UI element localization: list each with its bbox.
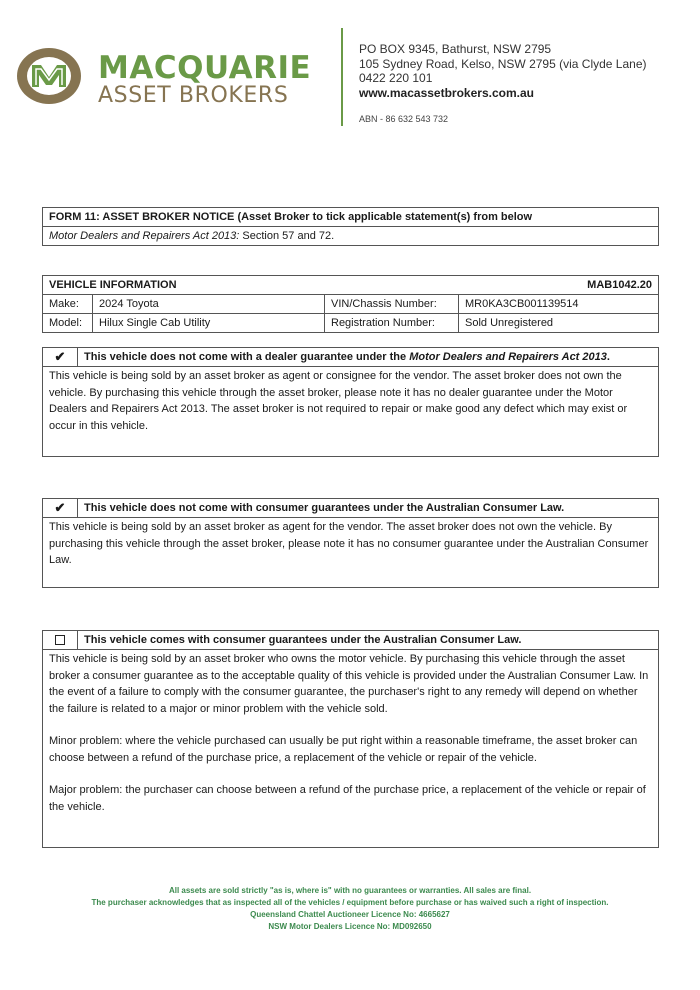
checkmark-icon: ✔ (54, 349, 66, 364)
statement-body (43, 518, 658, 570)
contact-address: 105 Sydney Road, Kelso, NSW 2795 (via Clyde Lane) (359, 56, 647, 71)
company-logo (16, 47, 82, 105)
statement-checkbox[interactable] (43, 348, 78, 366)
vin-value: MR0KA3CB001139514 (465, 298, 579, 310)
checkmark-icon: ✔ (54, 500, 66, 515)
contact-abn: ABN - 86 632 543 732 (359, 114, 449, 124)
statement-title (78, 351, 610, 363)
statement-header (43, 348, 658, 367)
empty-checkbox-icon (55, 635, 65, 645)
statement-title: This vehicle does not come with consumer guarantees under the Australian Consumer Law. (84, 502, 565, 514)
statement-header (43, 499, 658, 518)
brand-subtitle: ASSET BROKERS (98, 83, 289, 108)
make-label: Make: (43, 295, 93, 313)
statement-dealer-guarantee (42, 347, 659, 457)
brand-name: MACQUARIE (98, 50, 312, 86)
form-title-box (42, 207, 659, 246)
vin-label: VIN/Chassis Number: (325, 295, 459, 313)
footer-line-sale-terms: All assets are sold strictly "as is, where is" with no guarantees or warranties. All sales are final. (168, 886, 532, 895)
contact-phone: 0422 220 101 (359, 71, 433, 85)
footer-line-nsw-licence: NSW Motor Dealers Licence No: MD092650 (268, 922, 432, 931)
vehicle-info-table (42, 275, 659, 333)
footer-disclaimer (0, 885, 700, 933)
header-divider (341, 28, 343, 126)
vehicle-row-make (43, 295, 658, 314)
vehicle-reference: MAB1042.20 (587, 279, 652, 291)
statement-body (43, 650, 658, 816)
form-title: FORM 11: ASSET BROKER NOTICE (Asset Broker to tick applicable statement(s) from below (43, 208, 658, 227)
statement-paragraph: This vehicle is being sold by an asset broker who owns the motor vehicle. By purchasing this vehicle through the asset broker a consumer guarantee as to the acceptable quality of this vehicle is provided under the Australian Consumer Law. In the event of a failure to comply with the consumer guarantee, the purchaser's right to any remedy will depend on whether the failure is related to a major or minor problem with the vehicle sold. (49, 653, 649, 715)
statement-paragraph-minor: Minor problem: where the vehicle purchased can usually be put right within a reasonable timeframe, the asset broker can choose between a refund of the purchase price, a replacement of the vehicle or repair of the vehicle. (49, 735, 638, 764)
contact-website[interactable]: www.macassetbrokers.com.au (359, 85, 534, 100)
statement-paragraph: This vehicle is being sold by an asset broker as agent for the vendor. The asset broker does not own the vehicle. By purchasing this vehicle through the asset broker, please note it has no consumer guarantee under the Australian Consumer Law. (49, 521, 649, 566)
statement-no-consumer-guarantee (42, 498, 659, 588)
statement-body (43, 367, 658, 435)
act-name: Motor Dealers and Repairers Act 2013: (49, 230, 240, 242)
footer-line-inspection: The purchaser acknowledges that as inspected all of the vehicles / equipment before purchase or has waived such a right of inspection. (91, 898, 609, 907)
statement-title-end: . (606, 351, 610, 363)
vehicle-info-heading: VEHICLE INFORMATION (49, 279, 177, 291)
contact-block (359, 42, 647, 127)
statement-consumer-guarantee (42, 630, 659, 848)
footer-line-qld-licence: Queensland Chattel Auctioneer Licence No: 4665627 (250, 910, 450, 919)
statement-checkbox[interactable] (43, 631, 78, 649)
statement-title: This vehicle comes with consumer guarantees under the Australian Consumer Law. (84, 634, 522, 646)
statement-paragraph: This vehicle is being sold by an asset broker as agent or consignee for the vendor. The asset broker does not own the vehicle. By purchasing this vehicle through the asset broker, please note it has no dealer guarantee under the Motor Dealers and Repairers Act 2013. The asset broker is not required to repair or make good any defect which may exist or occur in this vehicle. (49, 370, 628, 432)
make-value: 2024 Toyota (93, 295, 325, 313)
statement-title-act: Motor Dealers and Repairers Act 2013 (409, 351, 607, 363)
vehicle-info-header (43, 276, 658, 295)
model-label: Model: (43, 314, 93, 332)
statement-paragraph-major: Major problem: the purchaser can choose between a refund of the purchase price, a replacement of the vehicle or repair of the vehicle. (49, 784, 646, 813)
form-act-reference (43, 227, 658, 245)
act-sections: Section 57 and 72. (239, 230, 335, 242)
vehicle-row-model (43, 314, 658, 332)
statement-title-text: This vehicle does not come with a dealer guarantee under the (84, 351, 410, 363)
rego-value: Sold Unregistered (465, 317, 554, 329)
rego-label: Registration Number: (325, 314, 459, 332)
contact-postal: PO BOX 9345, Bathurst, NSW 2795 (359, 42, 552, 56)
model-value: Hilux Single Cab Utility (93, 314, 325, 332)
statement-checkbox[interactable] (43, 499, 78, 517)
statement-header (43, 631, 658, 650)
